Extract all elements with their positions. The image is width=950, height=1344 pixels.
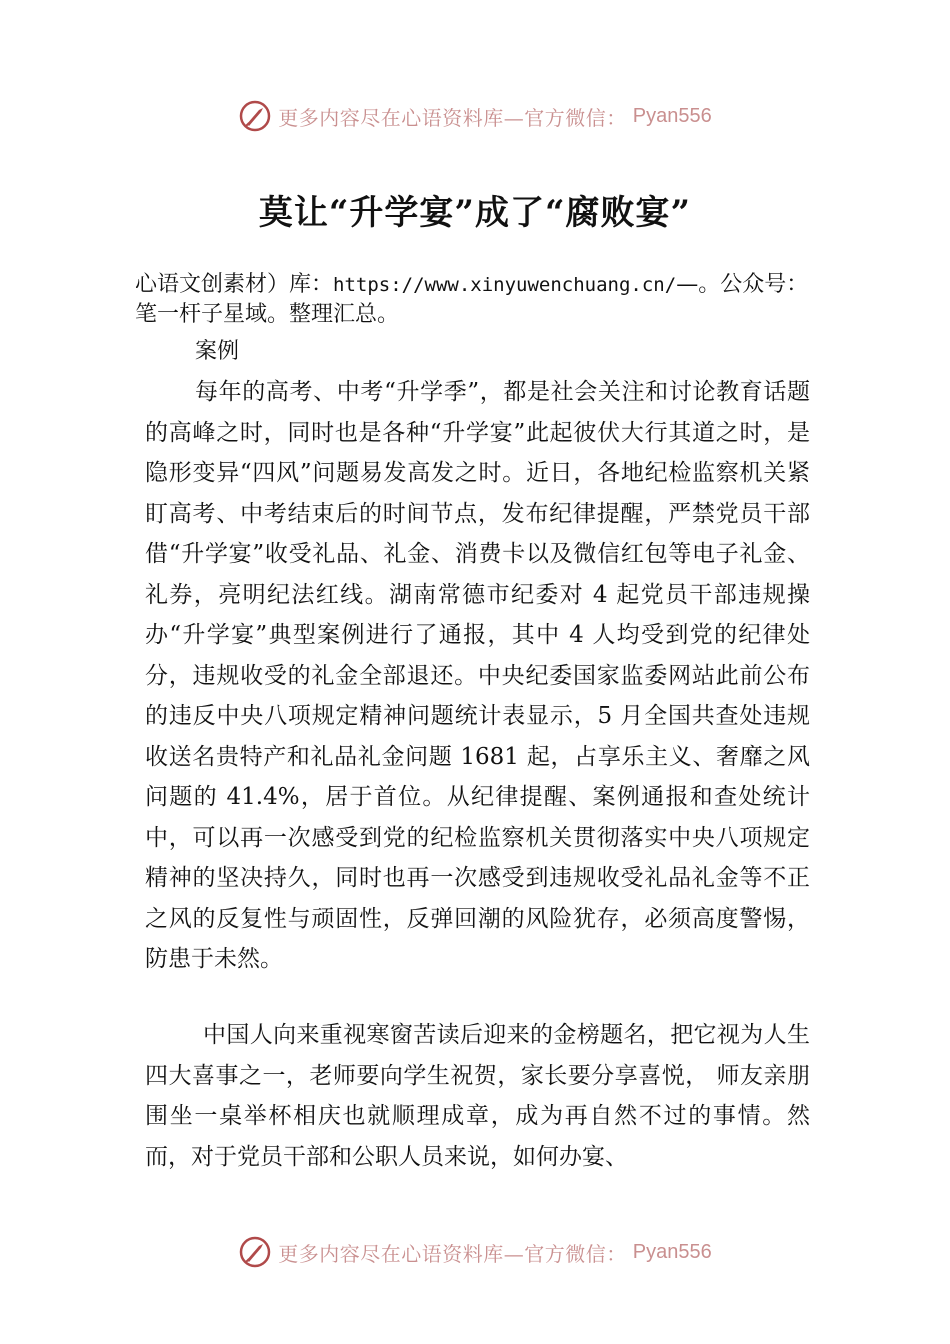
source-url-link[interactable]: https://www.xinyuwenchuang.cn/ [333, 274, 677, 296]
pen-nib-logo-icon [238, 99, 272, 133]
source-suffix: —。公众号：笔一杆子星域。整理汇总。 [135, 272, 809, 327]
footer-banner-text: 更多内容尽在心语资料库—官方微信： [278, 1241, 627, 1266]
pen-nib-logo-icon [238, 1235, 272, 1269]
header-banner [0, 96, 950, 136]
article-title: 莫让“升学宴”成了“腐败宴” [258, 193, 692, 233]
footer-banner-handle: Pyan556 [632, 1240, 712, 1263]
source-prefix: 心语文创素材）库： [135, 272, 334, 297]
body-paragraph-2: 中国人向来重视寒窗苦读后迎来的金榜题名，把它视为人生四大喜事之一，老师要向学生祝贺，家长要分享喜悦， 师友亲朋围坐一桌举杯相庆也就顺理成章，成为再自然不过的事情。然而，对于党员干部和公职人员来说，如何办宴、 [145, 1022, 810, 1170]
section-label: 案例 [195, 339, 240, 364]
header-banner-handle: Pyan556 [632, 104, 712, 127]
source-line [135, 270, 830, 330]
body-paragraph-1: 每年的高考、中考“升学季”，都是社会关注和讨论教育话题的高峰之时，同时也是各种“升学宴”此起彼伏大行其道之时，是隐形变异“四风”问题易发高发之时。近日，各地纪检监察机关紧盯高考、中考结束后的时间节点，发布纪律提醒，严禁党员干部借“升学宴”收受礼品、礼金、消费卡以及微信红包等电子礼金、礼券，亮明纪法红线。湖南常德市纪委对 4 起党员干部违规操办“升学宴”典型案例进行了通报，其中 4 人均受到党的纪律处分，违规收受的礼金全部退还。中央纪委国家监委网站此前公布的违反中央八项规定精神问题统计表显示，5 月全国共查处违规收送名贵特产和礼品礼金问题 1681 起，占享乐主义、奢靡之风问题的 41.4%，居于首位。从纪律提醒、案例通报和查处统计中，可以再一次感受到党的纪检监察机关贯彻落实中央八项规定精神的坚决持久，同时也再一次感受到违规收受礼品礼金等不正之风的反复性与顽固性，反弹回潮的风险犹存，必须高度警惕，防患于未然。 [145, 379, 810, 972]
header-banner-text: 更多内容尽在心语资料库—官方微信： [278, 105, 627, 130]
footer-banner [0, 1232, 950, 1272]
